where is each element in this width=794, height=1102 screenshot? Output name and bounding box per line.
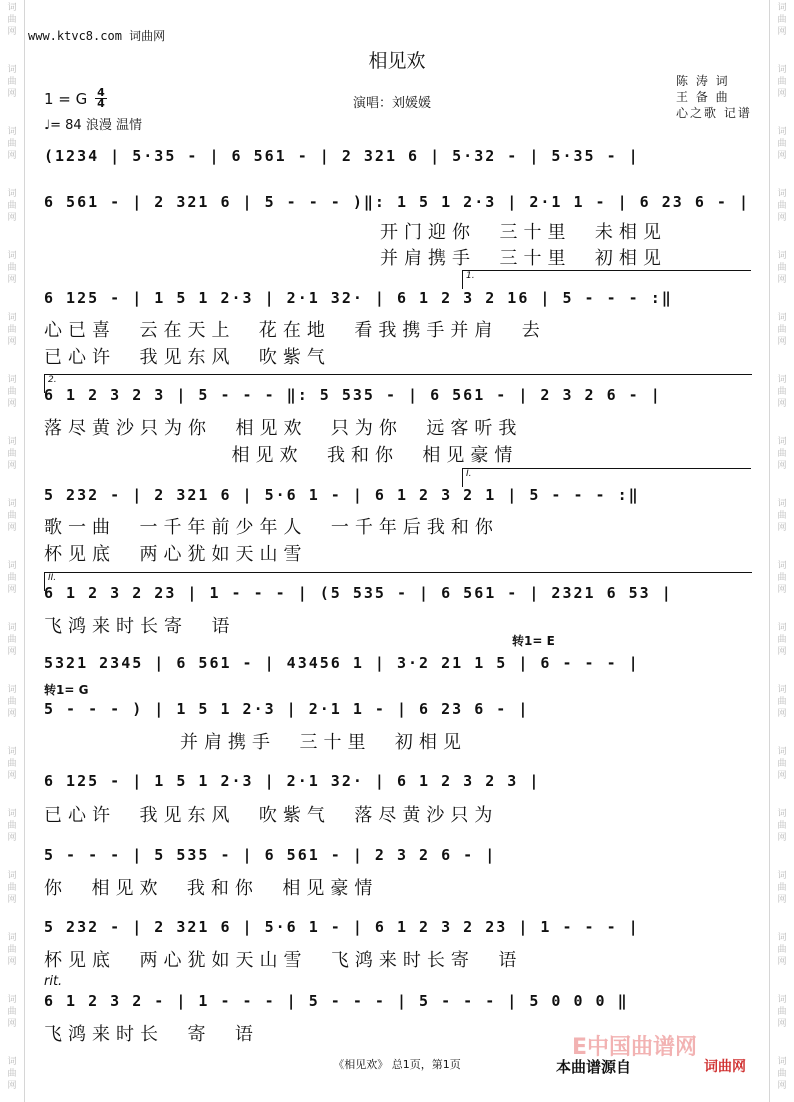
watermark-text: 词 曲 网 <box>7 809 17 843</box>
watermark-text: 词 曲 网 <box>777 747 787 781</box>
left-watermark-strip <box>0 0 25 1102</box>
time-sig-top: 4 <box>97 86 105 99</box>
lyric-line: 心已喜 云在天上 花在地 看我携手并肩 去 <box>44 320 546 341</box>
notation-row: 5 - - - ) | 1 5 1 2·3 | 2·1 1 - | 6 23 6 - | <box>44 700 530 718</box>
notation-row: 5 232 - | 2 321 6 | 5·6 1 - | 6 1 2 3 2 1 | 5 - - - :‖ <box>44 486 640 504</box>
watermark-text: 词 曲 网 <box>7 561 17 595</box>
volta-bracket: 2. <box>44 374 752 393</box>
notation-row: 5 232 - | 2 321 6 | 5·6 1 - | 6 1 2 3 2 23 | 1 - - - | <box>44 918 640 936</box>
lyricist-credit: 陈 涛 词 <box>676 74 730 88</box>
notation-row: 6 1 2 3 2 - | 1 - - - | 5 - - - | 5 - - - | 5 0 0 0 ‖ <box>44 992 629 1010</box>
modulation-mark: 转1= G <box>44 683 89 697</box>
lyric-line: 已心许 我见东风 吹紫气 落尽黄沙只为 <box>44 805 499 826</box>
watermark-text: 词 曲 网 <box>7 623 17 657</box>
tempo-marking: ♩= 84 浪漫 温情 <box>44 118 142 133</box>
modulation-mark: 转1= E <box>512 634 555 648</box>
watermark-text: 词 曲 网 <box>7 3 17 37</box>
watermark-text: 词 曲 网 <box>7 437 17 471</box>
watermark-text: 词 曲 网 <box>7 747 17 781</box>
watermark-text: 词 曲 网 <box>777 375 787 409</box>
volta-bracket: I. <box>462 468 751 487</box>
watermark-text: 词 曲 网 <box>7 251 17 285</box>
watermark-text: 词 曲 网 <box>777 1057 787 1091</box>
watermark-text: 词 曲 网 <box>777 561 787 595</box>
watermark-text: 词 曲 网 <box>7 499 17 533</box>
site-logo: E中国曲谱网 <box>572 1035 698 1060</box>
watermark-text: 词 曲 网 <box>777 251 787 285</box>
lyric-line: 歌一曲 一千年前少年人 一千年后我和你 <box>44 517 499 538</box>
watermark-text: 词 曲 网 <box>777 65 787 99</box>
notation-row: 6 561 - | 2 321 6 | 5 - - - )‖: 1 5 1 2·3 | 2·1 1 - | 6 23 6 - | <box>44 193 750 211</box>
lyric-line: 开门迎你 三十里 未相见 <box>380 222 667 243</box>
credits-block <box>676 73 752 121</box>
key-signature: 1 = G <box>44 90 88 108</box>
lyric-line: 杯见底 两心犹如天山雪 <box>44 544 308 565</box>
watermark-text: 词 曲 网 <box>777 623 787 657</box>
watermark-text: 词 曲 网 <box>7 933 17 967</box>
notation-row: (1234 | 5·35 - | 6 561 - | 2 321 6 | 5·32 - | 5·35 - | <box>44 147 640 165</box>
watermark-text: 词 曲 网 <box>7 1057 17 1091</box>
watermark-text: 词 曲 网 <box>777 871 787 905</box>
watermark-text: 词 曲 网 <box>7 871 17 905</box>
watermark-text: 词 曲 网 <box>7 65 17 99</box>
lyric-line: 并肩携手 三十里 初相见 <box>180 732 467 753</box>
song-title: 相见欢 <box>368 50 426 72</box>
watermark-text: 词 曲 网 <box>777 313 787 347</box>
watermark-text: 词 曲 网 <box>7 313 17 347</box>
watermark-text: 词 曲 网 <box>7 127 17 161</box>
lyric-line: 并肩携手 三十里 初相见 <box>380 248 667 269</box>
source-label: 本曲谱源自 <box>556 1058 632 1076</box>
watermark-text: 词 曲 网 <box>777 933 787 967</box>
watermark-text: 词 曲 网 <box>777 995 787 1029</box>
watermark-text: 词 曲 网 <box>777 437 787 471</box>
lyric-line: 你 相见欢 我和你 相见豪情 <box>44 878 379 899</box>
volta-bracket: II. <box>44 572 752 591</box>
notation-row: 6 1 2 3 2 3 | 5 - - - ‖: 5 535 - | 6 561 - | 2 3 2 6 - | <box>44 386 662 404</box>
lyric-line: 相见欢 我和你 相见豪情 <box>44 445 519 466</box>
watermark-text: 词 曲 网 <box>7 375 17 409</box>
notation-row: 5 - - - | 5 535 - | 6 561 - | 2 3 2 6 - | <box>44 846 497 864</box>
right-watermark-strip <box>769 0 794 1102</box>
time-sig-bottom: 4 <box>95 98 107 109</box>
singer-credit: 演唱：刘媛媛 <box>353 96 432 111</box>
notation-row: 5321 2345 | 6 561 - | 43456 1 | 3·2 21 1 5 | 6 - - - | <box>44 654 640 672</box>
lyric-line: 已心许 我见东风 吹紫气 <box>44 347 331 368</box>
lyric-line: 飞鸿来时长寄 语 <box>44 616 236 637</box>
lyric-line: 落尽黄沙只为你 相见欢 只为你 远客听我 <box>44 418 523 439</box>
watermark-text: 词 曲 网 <box>777 685 787 719</box>
composer-credit: 王 备 曲 <box>676 90 730 104</box>
transcriber-credit: 心之歌 记谱 <box>676 106 752 120</box>
lyric-line: 杯见底 两心犹如天山雪 飞鸿来时长寄 语 <box>44 950 523 971</box>
watermark-text: 词 曲 网 <box>777 127 787 161</box>
notation-row: 6 1 2 3 2 23 | 1 - - - | (5 535 - | 6 561 - | 2321 6 53 | <box>44 584 673 602</box>
site-url[interactable]: www.ktvc8.com 词曲网 <box>28 29 166 43</box>
lyric-line: 飞鸿来时长 寄 语 <box>44 1024 259 1045</box>
watermark-text: 词 曲 网 <box>7 189 17 223</box>
notation-row: 6 125 - | 1 5 1 2·3 | 2·1 32· | 6 1 2 3 2 3 | <box>44 772 541 790</box>
watermark-text: 词 曲 网 <box>7 685 17 719</box>
brand-link[interactable]: 词曲网 <box>704 1059 746 1075</box>
volta-bracket: 1. <box>462 270 751 289</box>
watermark-text: 词 曲 网 <box>7 995 17 1029</box>
notation-row: 6 125 - | 1 5 1 2·3 | 2·1 32· | 6 1 2 3 2 16 | 5 - - - :‖ <box>44 289 673 307</box>
watermark-text: 词 曲 网 <box>777 3 787 37</box>
watermark-text: 词 曲 网 <box>777 189 787 223</box>
time-signature <box>95 88 107 109</box>
watermark-text: 词 曲 网 <box>777 499 787 533</box>
page-footer: 《相见欢》 总1页，第1页 <box>333 1058 461 1071</box>
watermark-text: 词 曲 网 <box>777 809 787 843</box>
ritardando-mark: rit. <box>44 974 63 989</box>
